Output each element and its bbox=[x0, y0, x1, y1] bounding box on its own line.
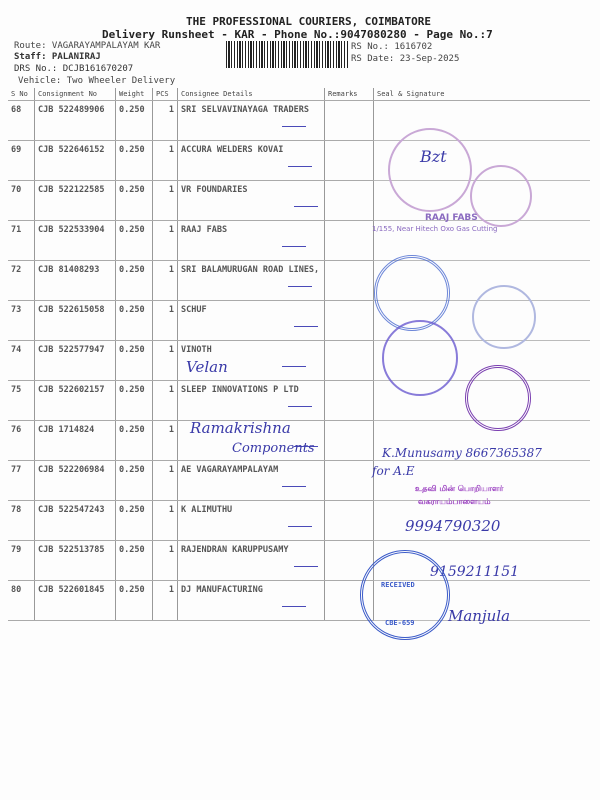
cell-sno: 70 bbox=[8, 181, 35, 221]
cell-consignment: CJB 522602157 bbox=[35, 381, 116, 421]
cell-remarks bbox=[325, 261, 374, 301]
signature-tick bbox=[288, 406, 312, 407]
stamp-tamil-place: வகராயம்பாளையம் bbox=[418, 497, 491, 506]
signature-tick bbox=[288, 526, 312, 527]
signature-tick bbox=[282, 486, 306, 487]
table-row bbox=[8, 101, 590, 141]
stamp-raaj-address: 1/155, Near Hitech Oxo Gas Cutting bbox=[372, 225, 498, 233]
cell-remarks bbox=[325, 141, 374, 181]
cell-pcs: 1 bbox=[153, 301, 178, 341]
cell-consignee: SRI SELVAVINAYAGA TRADERS bbox=[178, 101, 325, 141]
cell-consignment: CJB 522577947 bbox=[35, 341, 116, 381]
handwriting-phone: 9994790320 bbox=[405, 517, 501, 535]
stamp-tamil-ae: உதவி மின் பொறியாளர் bbox=[415, 484, 504, 493]
stamp-vinoth bbox=[382, 320, 458, 396]
cell-sno: 71 bbox=[8, 221, 35, 261]
cell-consignment: CJB 522206984 bbox=[35, 461, 116, 501]
cell-consignee: AE VAGARAYAMPALAYAM bbox=[178, 461, 325, 501]
cell-remarks bbox=[325, 181, 374, 221]
cell-consignee: DJ MANUFACTURING bbox=[178, 581, 325, 621]
signature-tick bbox=[282, 606, 306, 607]
signature-tick bbox=[294, 566, 318, 567]
signature-tick bbox=[282, 366, 306, 367]
stamp-schuf bbox=[472, 285, 536, 349]
cell-weight: 0.250 bbox=[116, 381, 153, 421]
stamp-received: RECEIVED bbox=[381, 581, 415, 589]
staff: Staff: PALANIRAJ bbox=[14, 52, 101, 62]
col-header-consignee: Consignee Details bbox=[178, 88, 325, 101]
cell-consignment: CJB 522601845 bbox=[35, 581, 116, 621]
cell-weight: 0.250 bbox=[116, 421, 153, 461]
cell-remarks bbox=[325, 381, 374, 421]
cell-sno: 77 bbox=[8, 461, 35, 501]
stamp-circle-faded-2 bbox=[470, 165, 532, 227]
cell-pcs: 1 bbox=[153, 541, 178, 581]
cell-remarks bbox=[325, 301, 374, 341]
rs-date: RS Date: 23-Sep-2025 bbox=[351, 54, 460, 64]
barcode bbox=[226, 41, 348, 68]
handwriting-velan: Velan bbox=[186, 358, 228, 376]
signature-tick bbox=[294, 326, 318, 327]
cell-consignee: RAJENDRAN KARUPPUSAMY bbox=[178, 541, 325, 581]
cell-pcs: 1 bbox=[153, 141, 178, 181]
cell-consignee: VR FOUNDARIES bbox=[178, 181, 325, 221]
col-header-remarks: Remarks bbox=[325, 88, 374, 101]
cell-pcs: 1 bbox=[153, 461, 178, 501]
signature-tick bbox=[288, 286, 312, 287]
cell-consignment: CJB 522533904 bbox=[35, 221, 116, 261]
cell-pcs: 1 bbox=[153, 341, 178, 381]
handwriting-munusamy: K.Munusamy 8667365387 bbox=[382, 446, 542, 460]
col-header-seal: Seal & Signature bbox=[374, 88, 591, 101]
signature-tick bbox=[282, 246, 306, 247]
cell-pcs: 1 bbox=[153, 381, 178, 421]
signature-69: Bzt bbox=[420, 147, 447, 166]
cell-consignee: RAAJ FABS bbox=[178, 221, 325, 261]
cell-pcs: 1 bbox=[153, 221, 178, 261]
signature-tick bbox=[288, 166, 312, 167]
cell-weight: 0.250 bbox=[116, 101, 153, 141]
cell-consignee: SCHUF bbox=[178, 301, 325, 341]
cell-consignee: ACCURA WELDERS KOVAI bbox=[178, 141, 325, 181]
cell-consignment: CJB 81408293 bbox=[35, 261, 116, 301]
cell-remarks bbox=[325, 101, 374, 141]
handwriting-for-ae: for A.E bbox=[372, 464, 415, 478]
cell-sno: 79 bbox=[8, 541, 35, 581]
cell-pcs: 1 bbox=[153, 501, 178, 541]
cell-sno: 73 bbox=[8, 301, 35, 341]
table-row bbox=[8, 501, 590, 541]
handwriting-ramakrishna: Ramakrishna bbox=[190, 419, 291, 437]
cell-consignee: VINOTH bbox=[178, 341, 325, 381]
cell-sno: 72 bbox=[8, 261, 35, 301]
cell-weight: 0.250 bbox=[116, 301, 153, 341]
table-row bbox=[8, 461, 590, 501]
cell-remarks bbox=[325, 501, 374, 541]
cell-weight: 0.250 bbox=[116, 461, 153, 501]
cell-consignee: SRI BALAMURUGAN ROAD LINES, bbox=[178, 261, 325, 301]
cell-weight: 0.250 bbox=[116, 541, 153, 581]
signature-tick bbox=[294, 206, 318, 207]
handwriting-components: Components bbox=[232, 441, 315, 456]
stamp-sleep-innovations bbox=[465, 365, 531, 431]
cell-sno: 78 bbox=[8, 501, 35, 541]
cell-weight: 0.250 bbox=[116, 261, 153, 301]
stamp-balamurugan bbox=[374, 255, 450, 331]
drs-no: DRS No.: DCJB161670207 bbox=[14, 64, 134, 74]
col-header-sno: S No bbox=[8, 88, 35, 101]
handwriting-phone-2: 9159211151 bbox=[430, 564, 520, 580]
cell-sno: 75 bbox=[8, 381, 35, 421]
cell-remarks bbox=[325, 421, 374, 461]
cell-weight: 0.250 bbox=[116, 581, 153, 621]
cell-sno: 68 bbox=[8, 101, 35, 141]
stamp-dj-code: CBE-659 bbox=[385, 619, 415, 627]
cell-sno: 74 bbox=[8, 341, 35, 381]
cell-sno: 80 bbox=[8, 581, 35, 621]
cell-pcs: 1 bbox=[153, 581, 178, 621]
cell-consignment: CJB 522547243 bbox=[35, 501, 116, 541]
company-name: THE PROFESSIONAL COURIERS, COIMBATORE bbox=[186, 15, 432, 28]
rs-no: RS No.: 1616702 bbox=[351, 42, 433, 52]
cell-remarks bbox=[325, 341, 374, 381]
handwriting-manjula: Manjula bbox=[448, 607, 511, 625]
cell-consignment: CJB 1714824 bbox=[35, 421, 116, 461]
cell-consignment: CJB 522122585 bbox=[35, 181, 116, 221]
cell-remarks bbox=[325, 461, 374, 501]
cell-pcs: 1 bbox=[153, 181, 178, 221]
cell-sno: 76 bbox=[8, 421, 35, 461]
vehicle: Vehicle: Two Wheeler Delivery bbox=[18, 76, 176, 86]
runsheet-subtitle: Delivery Runsheet - KAR - Phone No.:9047080280 - Page No.:7 bbox=[102, 28, 493, 41]
cell-weight: 0.250 bbox=[116, 141, 153, 181]
cell-weight: 0.250 bbox=[116, 501, 153, 541]
col-header-pcs: PCS bbox=[153, 88, 178, 101]
cell-weight: 0.250 bbox=[116, 181, 153, 221]
signature-tick bbox=[282, 126, 306, 127]
cell-pcs: 1 bbox=[153, 421, 178, 461]
route: Route: VAGARAYAMPALAYAM KAR bbox=[14, 41, 161, 51]
col-header-consignment: Consignment No bbox=[35, 88, 116, 101]
cell-weight: 0.250 bbox=[116, 341, 153, 381]
cell-consignment: CJB 522489906 bbox=[35, 101, 116, 141]
cell-weight: 0.250 bbox=[116, 221, 153, 261]
cell-sno: 69 bbox=[8, 141, 35, 181]
col-header-weight: Weight bbox=[116, 88, 153, 101]
cell-remarks bbox=[325, 221, 374, 261]
cell-consignee: SLEEP INNOVATIONS P LTD bbox=[178, 381, 325, 421]
stamp-dj-manufacturing bbox=[360, 550, 450, 640]
cell-pcs: 1 bbox=[153, 101, 178, 141]
cell-consignment: CJB 522513785 bbox=[35, 541, 116, 581]
cell-consignment: CJB 522615058 bbox=[35, 301, 116, 341]
stamp-circle-faded bbox=[388, 128, 472, 212]
stamp-raaj-fabs: RAAJ FABS bbox=[425, 213, 478, 223]
cell-consignee: K ALIMUTHU bbox=[178, 501, 325, 541]
cell-consignment: CJB 522646152 bbox=[35, 141, 116, 181]
cell-pcs: 1 bbox=[153, 261, 178, 301]
